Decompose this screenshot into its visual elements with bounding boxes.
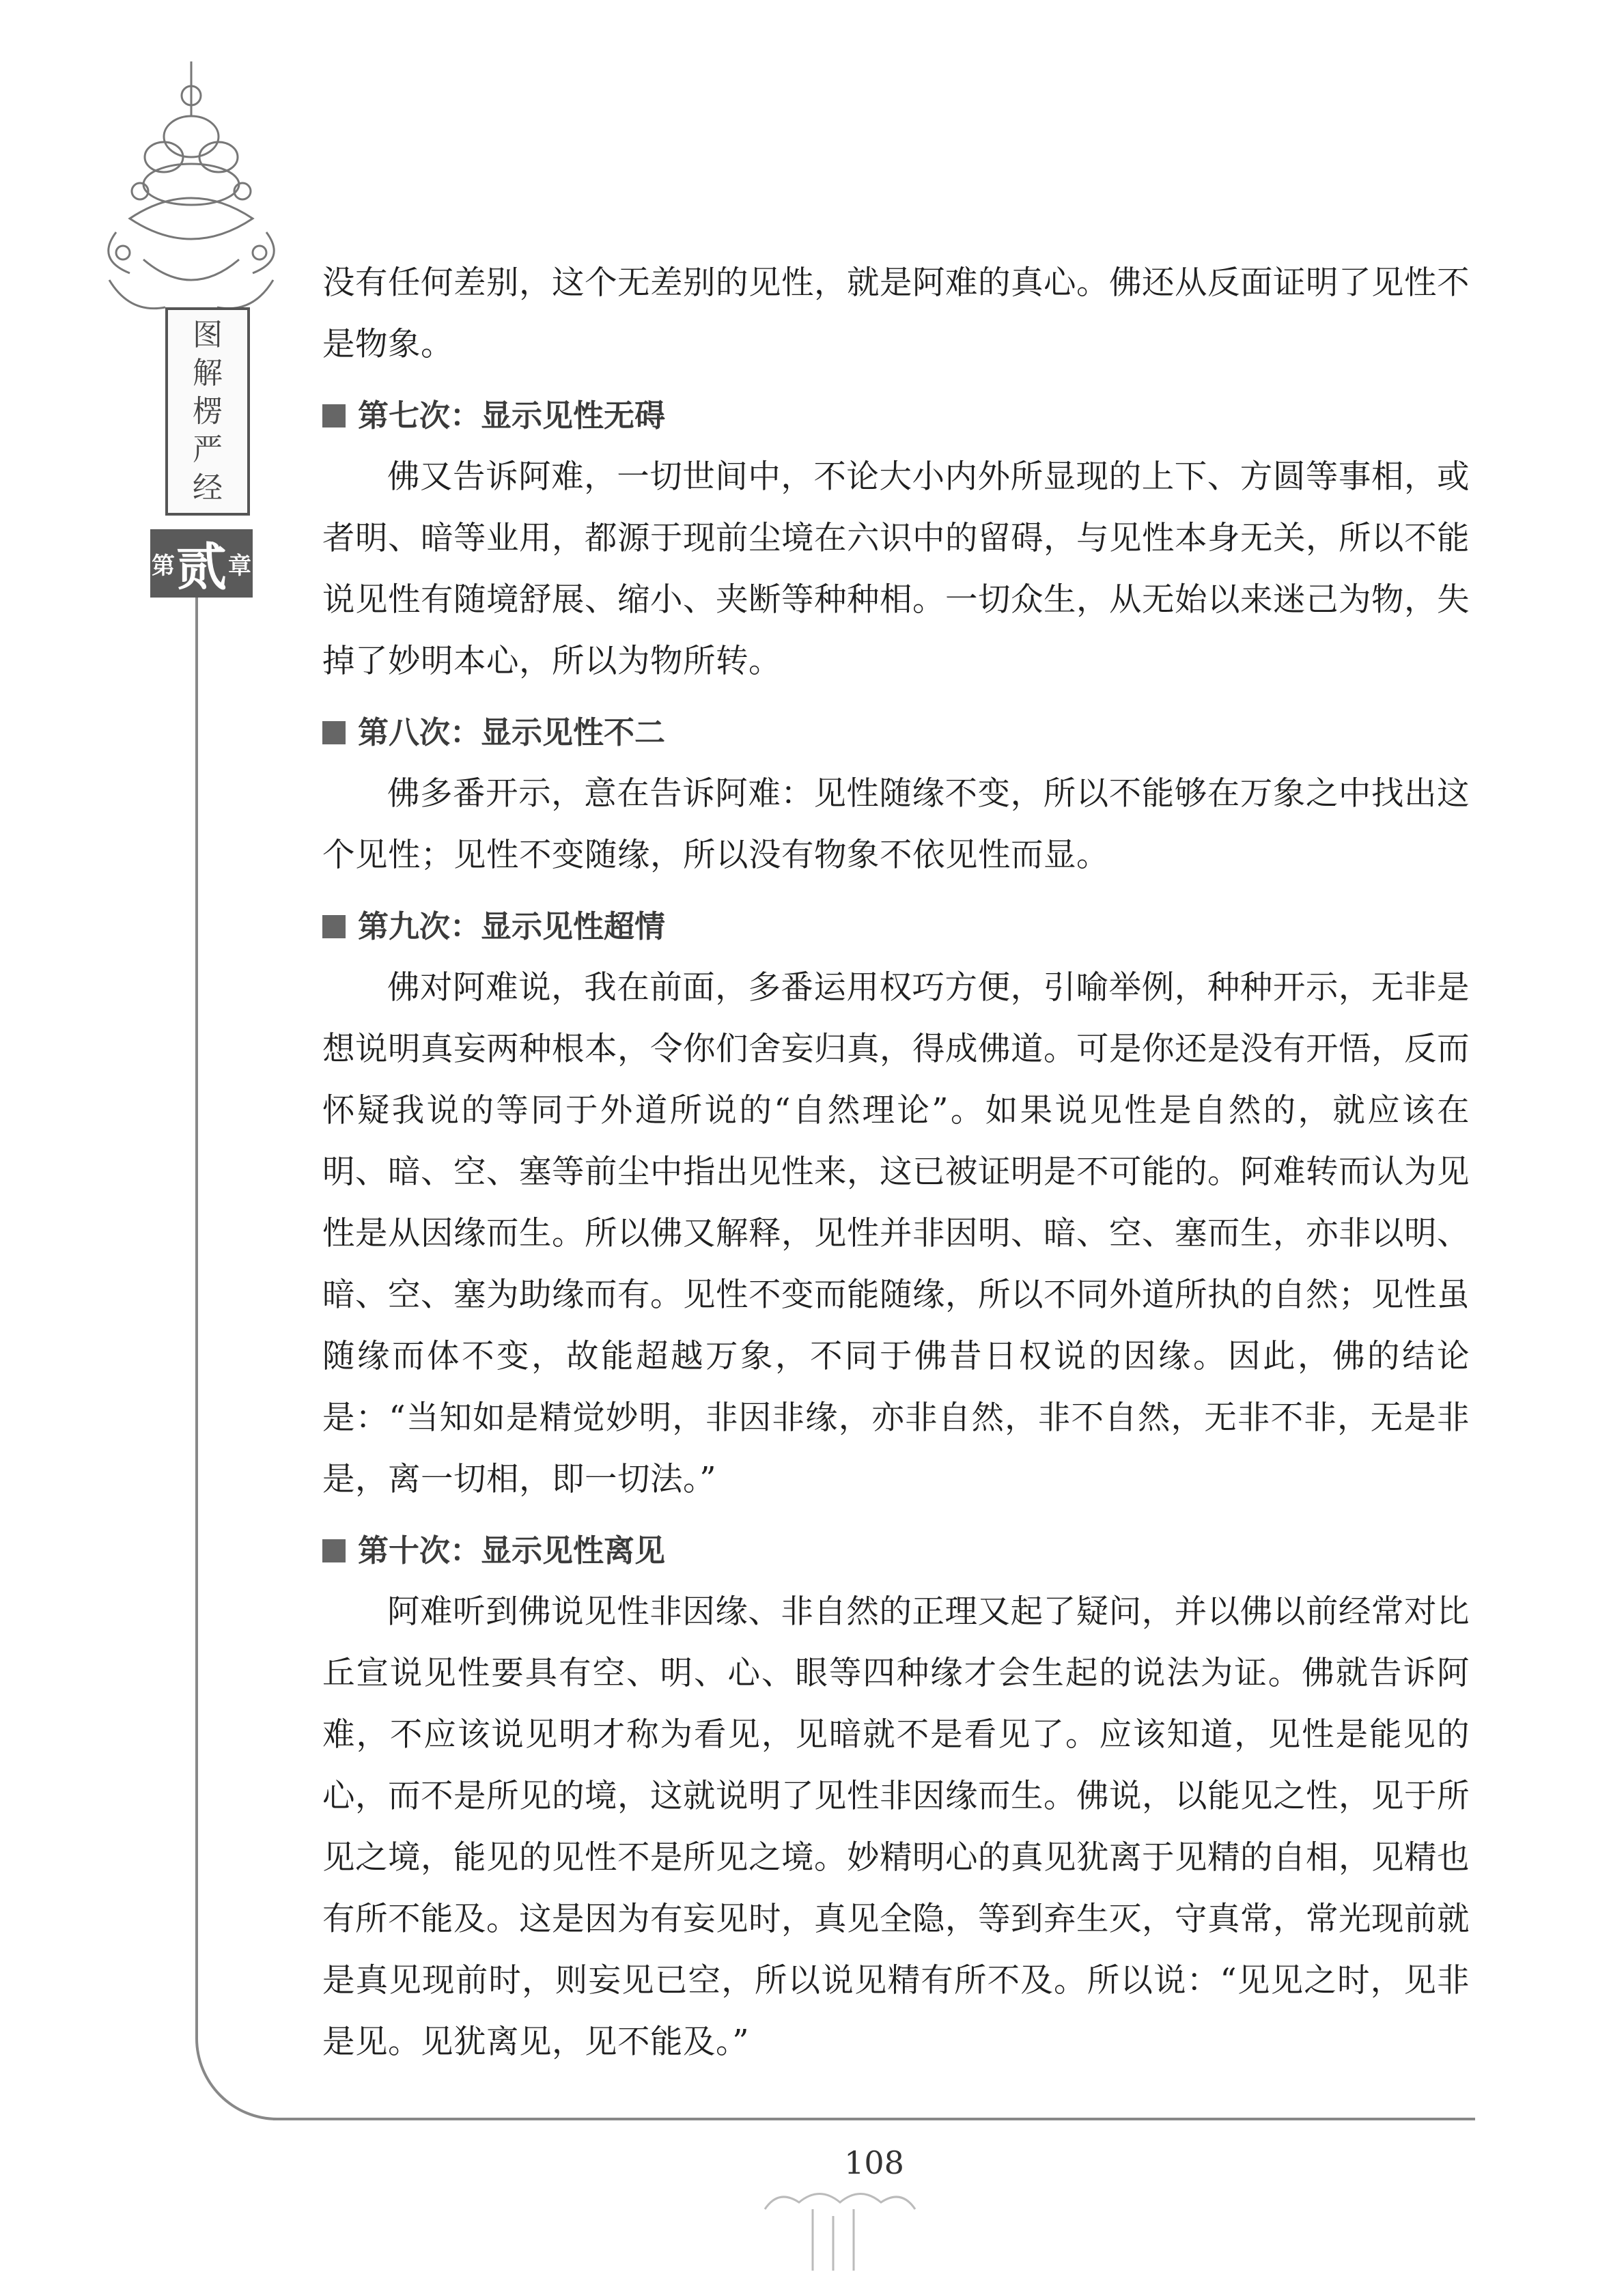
page-number: 108 xyxy=(844,2144,904,2181)
bottom-rule xyxy=(273,2118,1475,2120)
section-heading-text: 第七次：显示见性无碍 xyxy=(358,397,666,434)
book-title-char: 图 xyxy=(193,317,223,352)
section-heading-text: 第八次：显示见性不二 xyxy=(358,714,666,751)
chapter-number: 贰 xyxy=(176,538,227,597)
paragraph: 佛多番开示，意在告诉阿难：见性随缘不变，所以不能够在万象之中找出这个见性；见性不变随缘，所以没有物象不依见性而显。 xyxy=(322,775,1470,874)
book-title-char: 严 xyxy=(193,432,223,467)
lotus-ornament-icon xyxy=(89,55,294,341)
square-bullet-icon xyxy=(322,721,346,744)
square-bullet-icon xyxy=(322,404,346,427)
book-title-char: 楞 xyxy=(193,393,223,429)
book-title-box xyxy=(165,307,250,516)
section-heading xyxy=(322,1520,1470,1582)
book-title-char: 解 xyxy=(193,355,223,391)
paragraph: 佛对阿难说，我在前面，多番运用权巧方便，引喻举例，种种开示，无非是想说明真妄两种根本，令你们舍妄归真，得成佛道。可是你还是没有开悟，反而怀疑我说的等同于外道所说的“自然理论”。如果说见性是自然的，就应该在明、暗、空、塞等前尘中指出见性来，这已被证明是不可能的。阿难转而认为见性是从因缘而生。所以佛又解释，见性并非因明、暗、空、塞而生，亦非以明、暗、空、塞为助缘而有。见性不变而能随缘，所以不同外道所执的自然；见性虽随缘而体不变，故能超越万象，不同于佛昔日权说的因缘。因此，佛的结论是：“当知如是精觉妙明，非因非缘，亦非自然，非不自然，无非不非，无是非是，离一切相，即一切法。” xyxy=(322,969,1470,1498)
square-bullet-icon xyxy=(322,915,346,938)
book-title-char: 经 xyxy=(193,470,223,505)
side-border-line xyxy=(195,598,277,2120)
section-heading-text: 第十次：显示见性离见 xyxy=(358,1532,666,1569)
paragraph: 佛又告诉阿难，一切世间中，不论大小内外所显现的上下、方圆等事相，或者明、暗等业用，都源于现前尘境在六识中的留碍，与见性本身无关，所以不能说见性有随境舒展、缩小、夹断等种种相。一切众生，从无始以来迷己为物，失掉了妙明本心，所以为物所转。 xyxy=(322,458,1470,680)
chapter-prefix: 第 xyxy=(152,552,175,580)
section-heading xyxy=(322,702,1470,763)
chapter-tab xyxy=(150,529,253,598)
main-content xyxy=(322,253,1470,2073)
paragraph: 没有任何差别，这个无差别的见性，就是阿难的真心。佛还从反面证明了见性不是物象。 xyxy=(322,264,1470,363)
section-heading xyxy=(322,385,1470,447)
chapter-suffix: 章 xyxy=(228,552,251,580)
footer-cloud-ornament-icon xyxy=(751,2182,929,2272)
section-heading-text: 第九次：显示见性超情 xyxy=(358,908,666,944)
section-heading xyxy=(322,896,1470,957)
square-bullet-icon xyxy=(322,1539,346,1562)
paragraph: 阿难听到佛说见性非因缘、非自然的正理又起了疑问，并以佛以前经常对比丘宣说见性要具有空、明、心、眼等四种缘才会生起的说法为证。佛就告诉阿难，不应该说见明才称为看见，见暗就不是看见了。应该知道，见性是能见的心，而不是所见的境，这就说明了见性非因缘而生。佛说，以能见之性，见于所见之境，能见的见性不是所见之境。妙精明心的真见犹离于见精的自相，见精也有所不能及。这是因为有妄见时，真见全隐，等到弃生灭，守真常，常光现前就是真见现前时，则妄见已空，所以说见精有所不及。所以说：“见见之时，见非是见。见犹离见，见不能及。” xyxy=(322,1593,1470,2061)
